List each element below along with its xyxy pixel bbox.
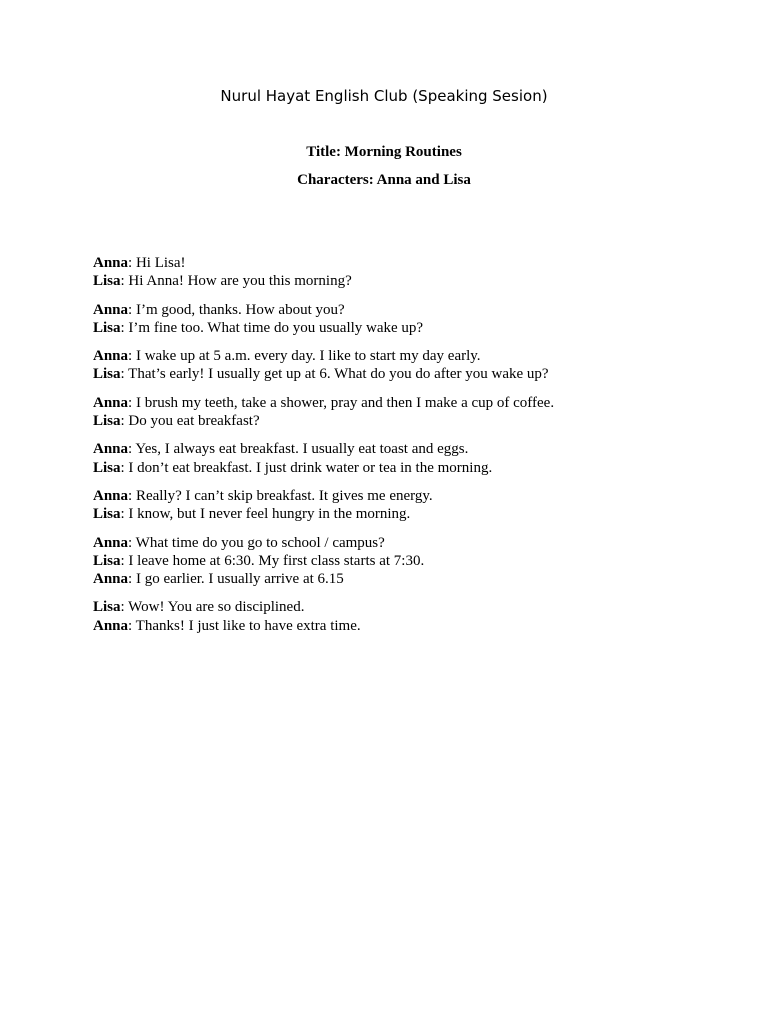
dialogue-exchange — [93, 254, 713, 291]
dialogue-line — [93, 534, 713, 552]
speaker-name: Lisa — [93, 459, 121, 476]
dialogue-line — [93, 412, 713, 430]
dialogue-text: : I know, but I never feel hungry in the morning. — [120, 506, 411, 523]
speaker-name: Anna — [93, 571, 129, 588]
dialogue-text: : I wake up at 5 a.m. every day. I like to start my day early. — [128, 348, 481, 365]
speaker-name: Anna — [93, 534, 129, 551]
dialogue-line — [93, 347, 713, 365]
dialogue-line — [93, 570, 713, 588]
dialogue-exchange — [93, 598, 713, 635]
dialogue-line — [93, 440, 713, 458]
speaker-name: Anna — [93, 487, 129, 504]
dialogue-line — [93, 598, 713, 616]
document-title: Title: Morning Routines — [306, 144, 462, 160]
dialogue-text: : I’m fine too. What time do you usually wake up? — [120, 319, 424, 336]
dialogue-line — [93, 272, 713, 290]
dialogue-text: : I leave home at 6:30. My first class starts at 7:30. — [120, 552, 425, 569]
dialogue-text: : What time do you go to school / campus? — [128, 534, 385, 551]
dialogue-line — [93, 394, 713, 412]
dialogue-text: : I go earlier. I usually arrive at 6.15 — [128, 571, 344, 588]
dialogue-exchange — [93, 487, 713, 524]
dialogue-text: : Wow! You are so disciplined. — [120, 599, 305, 616]
speaker-name: Lisa — [93, 273, 121, 290]
dialogue-text: : Do you eat breakfast? — [120, 413, 260, 430]
speaker-name: Anna — [93, 255, 129, 271]
dialogue-exchange — [93, 534, 713, 589]
dialogue-exchange — [93, 394, 713, 431]
speaker-name: Anna — [93, 348, 129, 365]
dialogue-line — [93, 319, 713, 337]
dialogue-text: : That’s early! I usually get up at 6. What do you do after you wake up? — [120, 366, 549, 383]
dialogue-text: : Really? I can’t skip breakfast. It gives me energy. — [128, 487, 433, 504]
dialogue-line — [93, 505, 713, 523]
speaker-name: Anna — [93, 617, 129, 634]
dialogue-exchange — [93, 347, 713, 384]
speaker-name: Lisa — [93, 366, 121, 383]
dialogue-text: : Hi Lisa! — [128, 255, 186, 271]
club-title: Nurul Hayat English Club (Speaking Sesion) — [220, 87, 548, 105]
dialogue-text: : Hi Anna! How are you this morning? — [120, 273, 352, 290]
dialogue-line — [93, 459, 713, 477]
dialogue-line — [93, 254, 713, 272]
dialogue-line — [93, 365, 713, 383]
dialogue-line — [93, 617, 713, 635]
speaker-name: Lisa — [93, 319, 121, 336]
dialogue-text: : I brush my teeth, take a shower, pray and then I make a cup of coffee. — [128, 394, 555, 411]
dialogue-line — [93, 552, 713, 570]
speaker-name: Anna — [93, 441, 129, 458]
dialogue-text: : I’m good, thanks. How about you? — [128, 301, 345, 318]
dialogue-line — [93, 301, 713, 319]
dialogue-exchange — [93, 301, 713, 338]
dialogue-text: : Thanks! I just like to have extra time. — [128, 617, 361, 634]
dialogue-exchange — [93, 440, 713, 477]
speaker-name: Lisa — [93, 599, 121, 616]
speaker-name: Anna — [93, 394, 129, 411]
speaker-name: Lisa — [93, 413, 121, 430]
dialogue-text: : Yes, I always eat breakfast. I usually eat toast and eggs. — [128, 441, 469, 458]
characters-line: Characters: Anna and Lisa — [297, 172, 471, 188]
speaker-name: Anna — [93, 301, 129, 318]
speaker-name: Lisa — [93, 506, 121, 523]
speaker-name: Lisa — [93, 552, 121, 569]
dialogue — [93, 254, 713, 645]
dialogue-line — [93, 487, 713, 505]
dialogue-text: : I don’t eat breakfast. I just drink water or tea in the morning. — [120, 459, 493, 476]
